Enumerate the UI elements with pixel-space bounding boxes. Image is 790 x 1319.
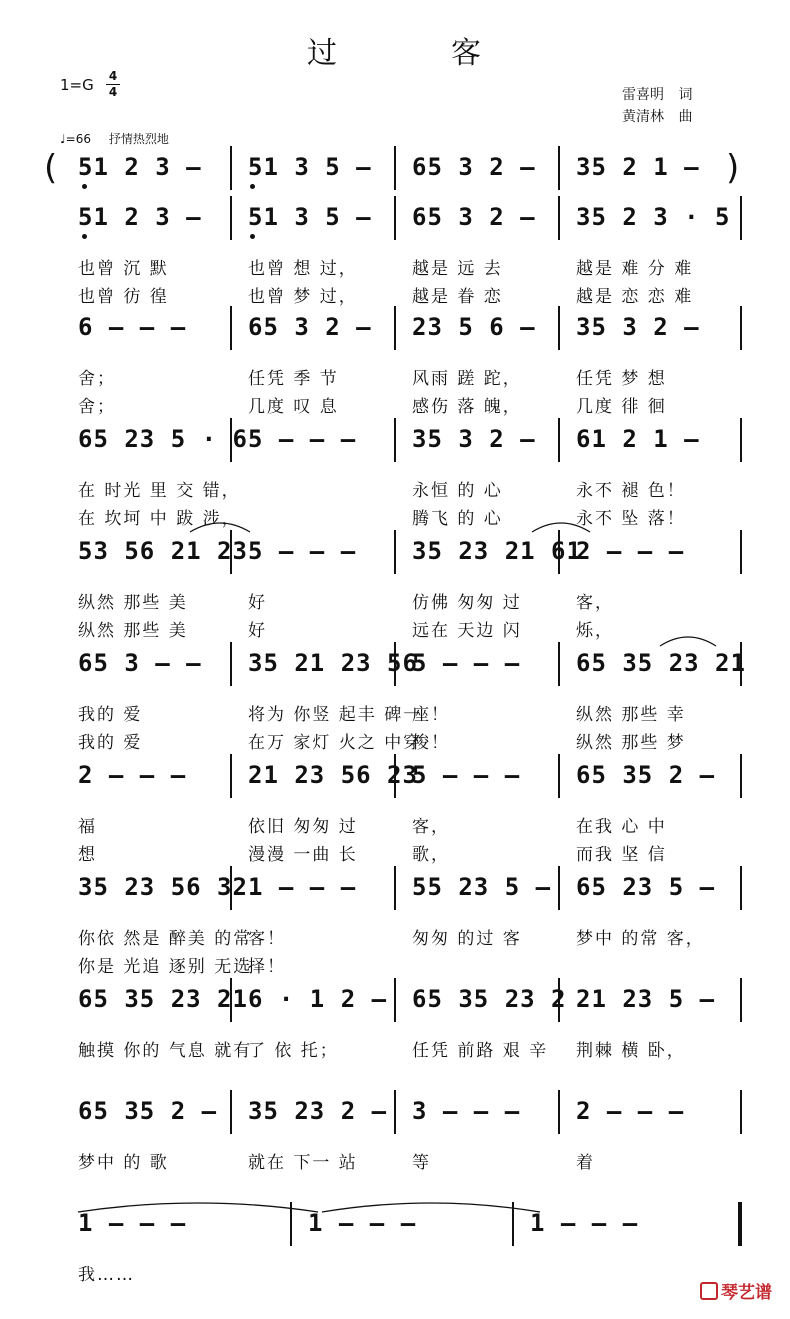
measure-notes: 21 23 5 – <box>576 985 716 1013</box>
song-title <box>0 28 790 72</box>
score-row <box>0 530 790 640</box>
barline <box>740 530 742 574</box>
barline <box>230 754 232 798</box>
logo-icon <box>700 1282 718 1300</box>
composer-name: 黄清林 <box>622 109 664 125</box>
lyric-line-1: 了 依 托； <box>248 1041 339 1061</box>
measure-notes: 65 3 2 – <box>248 313 372 341</box>
measure-notes: 35 23 56 32 <box>78 873 248 901</box>
barline <box>740 418 742 462</box>
lyric-line-1: 座！ <box>412 705 450 725</box>
barline <box>558 306 560 350</box>
measure-notes: 35 3 2 – <box>412 425 536 453</box>
barline <box>394 306 396 350</box>
measure-notes: 51 2 3 – <box>78 153 202 181</box>
lyric-line-1: 舍； <box>78 369 116 389</box>
title-char-2: 客 <box>451 36 483 71</box>
measure-notes: 35 3 2 – <box>576 313 700 341</box>
lyric-line-1: 荆棘 横 卧， <box>576 1041 686 1061</box>
barline <box>230 1090 232 1134</box>
lyric-line-1: 将为 你竖 起丰 碑一 <box>248 705 423 725</box>
measure-notes: 65 23 5 · 6 <box>78 425 248 453</box>
lyric-line-2: 纵然 那些 美 <box>78 621 188 641</box>
barline <box>230 642 232 686</box>
title-char-1: 过 <box>307 36 339 71</box>
measure-notes: 65 23 5 – <box>576 873 716 901</box>
measure-notes: 51 2 3 – <box>78 203 202 231</box>
lyric-line-1: 好 <box>248 593 267 613</box>
barline <box>740 196 742 240</box>
barline <box>230 306 232 350</box>
barline <box>740 306 742 350</box>
lyric-line-1: 客， <box>576 593 614 613</box>
key-signature: 1=G <box>60 76 94 94</box>
score-row <box>0 1202 790 1312</box>
lyric-line-2: 我的 爱 <box>78 733 143 753</box>
measure-notes: 65 35 23 21 <box>576 649 746 677</box>
lyric-line-2: 远在 天边 闪 <box>412 621 522 641</box>
barline <box>290 1202 292 1246</box>
barline <box>230 196 232 240</box>
barline <box>740 866 742 910</box>
lyric-line-2: 越是 眷 恋 <box>412 287 503 307</box>
score-row <box>0 866 790 976</box>
barline <box>512 1202 514 1246</box>
tempo-expression: 抒情热烈地 <box>108 132 169 146</box>
lyricist-role: 词 <box>678 87 693 103</box>
measure-notes: 35 23 21 61 <box>412 537 582 565</box>
octave-dot <box>250 184 255 189</box>
measure-notes: 5 – – – <box>412 761 521 789</box>
lyric-line-1: 着 <box>576 1153 595 1173</box>
lyric-line-2: 梭！ <box>412 733 450 753</box>
barline <box>558 146 560 190</box>
measure-notes: 65 3 2 – <box>412 203 536 231</box>
measure-notes: 23 5 6 – <box>412 313 536 341</box>
lyric-line-1: 在 时光 里 交 错， <box>78 481 241 501</box>
measure-notes: 51 3 5 – <box>248 203 372 231</box>
lyric-line-1: 仿佛 匆匆 过 <box>412 593 522 613</box>
lyric-line-1: 也曾 想 过， <box>248 259 358 279</box>
octave-dot <box>82 234 87 239</box>
lyric-line-2: 几度 徘 徊 <box>576 397 667 417</box>
measure-notes: 5 – – – <box>412 649 521 677</box>
measure-notes: 21 23 56 23 <box>248 761 418 789</box>
barline <box>394 418 396 462</box>
measure-notes: 5 – – – <box>248 537 357 565</box>
composer-role: 曲 <box>678 109 693 125</box>
lyric-line-1: 越是 远 去 <box>412 259 503 279</box>
lyric-line-1: 在我 心 中 <box>576 817 667 837</box>
lyric-line-1: 也曾 沉 默 <box>78 259 169 279</box>
lyric-line-2: 歌， <box>412 845 450 865</box>
lyric-line-1: 任凭 梦 想 <box>576 369 667 389</box>
score-row <box>0 306 790 416</box>
intro-open-paren: ( <box>44 148 58 188</box>
lyric-line-1: 风雨 蹉 跎， <box>412 369 522 389</box>
measure-notes: 65 3 2 – <box>412 153 536 181</box>
barline <box>558 642 560 686</box>
lyric-line-2: 漫漫 一曲 长 <box>248 845 358 865</box>
barline <box>394 978 396 1022</box>
measure-notes: 2 – – – <box>576 537 685 565</box>
lyricist-credit <box>622 84 692 104</box>
measure-notes: 5 – – – <box>248 425 357 453</box>
measure-notes: 65 3 – – <box>78 649 202 677</box>
measure-notes: 3 – – – <box>412 1097 521 1125</box>
lyric-line-1: 就在 下一 站 <box>248 1153 358 1173</box>
score-row <box>0 418 790 528</box>
measure-notes: 35 21 23 56 <box>248 649 418 677</box>
lyric-line-2: 几度 叹 息 <box>248 397 339 417</box>
lyric-line-1: 我的 爱 <box>78 705 143 725</box>
lyric-line-1: 依旧 匆匆 过 <box>248 817 358 837</box>
lyric-line-1: 福 <box>78 817 97 837</box>
barline <box>740 1090 742 1134</box>
score-row <box>0 642 790 752</box>
barline <box>558 418 560 462</box>
measure-notes: 1 – – – <box>308 1209 417 1237</box>
lyric-line-2: 腾飞 的 心 <box>412 509 503 529</box>
lyric-line-2: 想 <box>78 845 97 865</box>
measure-notes: 6 – – – <box>78 313 187 341</box>
lyric-line-2: 永不 坠 落！ <box>576 509 686 529</box>
measure-notes: 61 2 1 – <box>576 425 700 453</box>
octave-dot <box>250 234 255 239</box>
measure-notes: 1 – – – <box>248 873 357 901</box>
lyric-line-1: 匆匆 的过 客 <box>412 929 522 949</box>
lyric-line-1: 我…… <box>78 1265 135 1285</box>
measure-notes: 65 35 23 21 <box>78 985 248 1013</box>
measure-notes: 65 35 23 2 <box>412 985 567 1013</box>
lyric-line-1: 触摸 你的 气息 就有 <box>78 1041 253 1061</box>
lyric-line-2: 感伤 落 魄， <box>412 397 522 417</box>
measure-notes: 6 · 1 2 – <box>248 985 388 1013</box>
measure-notes: 55 23 5 – <box>412 873 552 901</box>
score-row <box>0 754 790 864</box>
lyricist-name: 雷喜明 <box>622 87 664 103</box>
watermark-text: 琴艺谱 <box>721 1283 772 1303</box>
barline <box>558 196 560 240</box>
lyric-line-1: 客！ <box>248 929 286 949</box>
measure-notes: 2 – – – <box>576 1097 685 1125</box>
measure-notes: 35 2 3 · 5 <box>576 203 731 231</box>
lyric-line-2: 也曾 梦 过， <box>248 287 358 307</box>
lyric-line-1: 越是 难 分 难 <box>576 259 694 279</box>
lyric-line-1: 纵然 那些 幸 <box>576 705 686 725</box>
lyric-line-2: 也曾 彷 徨 <box>78 287 169 307</box>
barline <box>394 866 396 910</box>
lyric-line-2: 而我 坚 信 <box>576 845 667 865</box>
measure-notes: 2 – – – <box>78 761 187 789</box>
tempo-marking <box>60 130 169 147</box>
lyric-line-1: 永不 褪 色！ <box>576 481 686 501</box>
tempo-mark: ♩=66 <box>60 132 91 146</box>
barline <box>230 146 232 190</box>
measure-notes: 35 23 2 – <box>248 1097 388 1125</box>
lyric-line-2: 烁， <box>576 621 614 641</box>
lyric-line-1: 梦中 的常 客， <box>576 929 705 949</box>
lyric-line-1: 纵然 那些 美 <box>78 593 188 613</box>
lyric-line-2: 在万 家灯 火之 中穿 <box>248 733 423 753</box>
barline <box>740 978 742 1022</box>
lyric-line-2: 择！ <box>248 957 286 977</box>
score-row <box>0 1090 790 1200</box>
barline <box>558 1090 560 1134</box>
octave-dot <box>82 184 87 189</box>
lyric-line-1: 你依 然是 醉美 的常 <box>78 929 253 949</box>
lyric-line-1: 任凭 季 节 <box>248 369 339 389</box>
measure-notes: 53 56 21 23 <box>78 537 248 565</box>
lyric-line-1: 永恒 的 心 <box>412 481 503 501</box>
barline <box>558 754 560 798</box>
barline <box>394 1090 396 1134</box>
score-row <box>0 196 790 306</box>
watermark-logo <box>700 1278 772 1303</box>
time-signature <box>106 70 120 99</box>
lyric-line-2: 好 <box>248 621 267 641</box>
measure-notes: 1 – – – <box>530 1209 639 1237</box>
lyric-line-2: 舍； <box>78 397 116 417</box>
score-row <box>0 978 790 1088</box>
lyric-line-2: 在 坎坷 中 跋 涉， <box>78 509 241 529</box>
measure-notes: 65 35 2 – <box>576 761 716 789</box>
measure-notes: 51 3 5 – <box>248 153 372 181</box>
measure-notes: 1 – – – <box>78 1209 187 1237</box>
composer-credit <box>622 106 692 126</box>
time-signature-bottom: 4 <box>108 85 118 99</box>
barline <box>558 866 560 910</box>
barline <box>740 754 742 798</box>
barline <box>394 530 396 574</box>
lyric-line-1: 客， <box>412 817 450 837</box>
barline <box>394 146 396 190</box>
lyric-line-2: 你是 光追 逐别 无选 <box>78 957 253 977</box>
time-signature-top: 4 <box>108 69 118 83</box>
lyric-line-2: 越是 恋 恋 难 <box>576 287 694 307</box>
measure-notes: 65 35 2 – <box>78 1097 218 1125</box>
final-barline <box>738 1202 742 1246</box>
lyric-line-1: 梦中 的 歌 <box>78 1153 169 1173</box>
intro-close-paren: ) <box>726 148 740 188</box>
measure-notes: 35 2 1 – <box>576 153 700 181</box>
barline <box>394 196 396 240</box>
lyric-line-1: 等 <box>412 1153 431 1173</box>
lyric-line-1: 任凭 前路 艰 辛 <box>412 1041 549 1061</box>
lyric-line-2: 纵然 那些 梦 <box>576 733 686 753</box>
